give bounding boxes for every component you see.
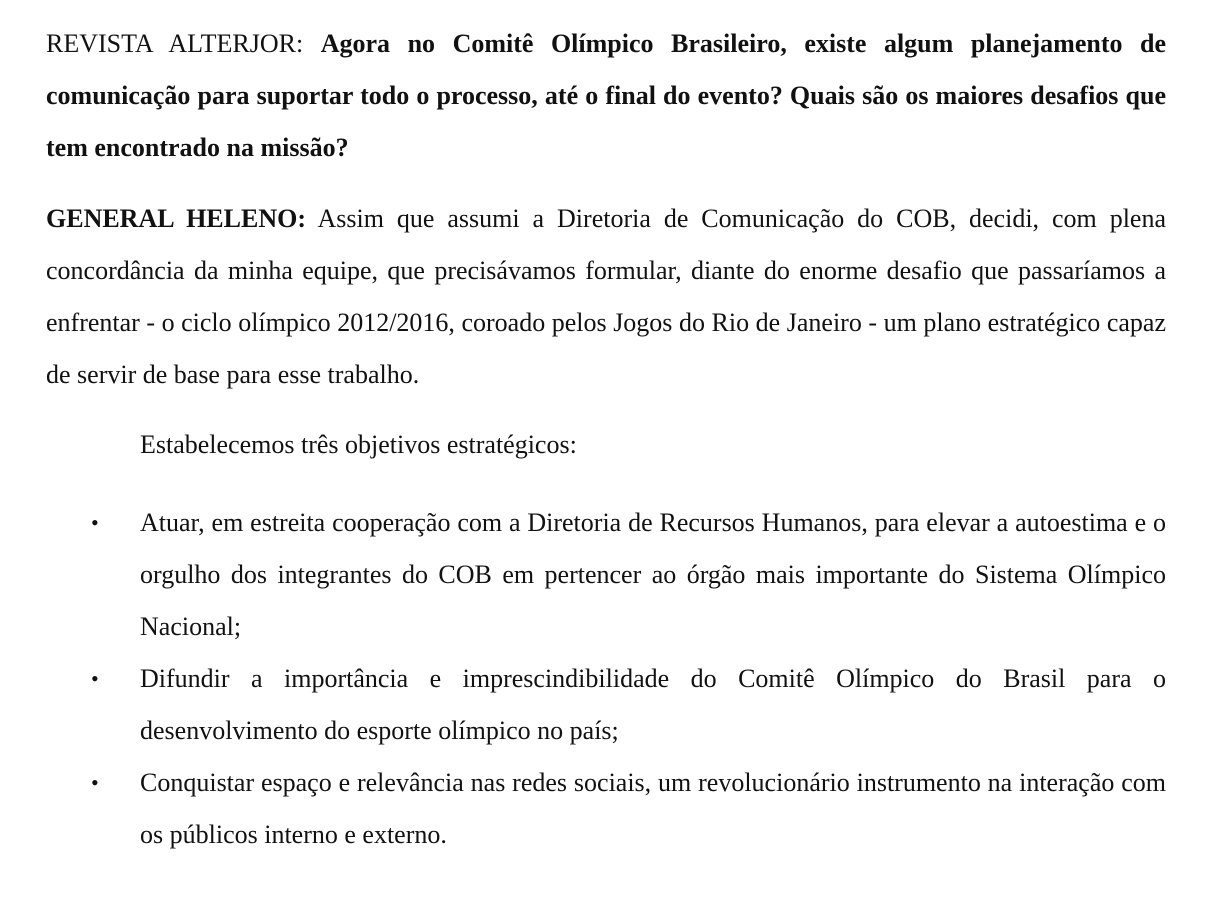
bullet-icon: • [91,510,99,535]
document-page [46,18,1166,861]
answer-speaker: GENERAL HELENO: [46,204,306,233]
list-item [46,757,1166,861]
list-item [46,653,1166,757]
answer-paragraph [46,193,1166,401]
objectives-intro: Estabelecemos três objetivos estratégicos: [140,430,577,459]
question-paragraph [46,18,1166,174]
question-text: Agora no Comitê Olímpico Brasileiro, existe algum planejamento de comunicação para suportar todo o processo, até o final do evento? Quais são os maiores desafios que tem encontrado na missão? [46,29,1167,162]
bullet-icon: • [91,666,99,691]
list-item [46,497,1166,653]
objective-text: Difundir a importância e imprescindibilidade do Comitê Olímpico do Brasil para o desenvolvimento do esporte olímpico no país; [140,664,1166,745]
answer-text: Assim que assumi a Diretoria de Comunicação do COB, decidi, com plena concordância da minha equipe, que precisávamos formular, diante do enorme desafio que passaríamos a enfrentar - o ciclo olímpico 2012/2016, coroado pelos Jogos do Rio de Janeiro - um plano estratégico capaz de servir de base para esse trabalho. [46,204,1166,389]
objectives-list [46,497,1166,861]
objective-text: Conquistar espaço e relevância nas redes sociais, um revolucionário instrumento na interação com os públicos interno e externo. [140,768,1166,849]
question-speaker: REVISTA ALTERJOR: [46,29,304,58]
bullet-icon: • [91,770,99,795]
objective-text: Atuar, em estreita cooperação com a Diretoria de Recursos Humanos, para elevar a autoestima e o orgulho dos integrantes do COB em pertencer ao órgão mais importante do Sistema Olímpico Nacional; [140,508,1166,641]
